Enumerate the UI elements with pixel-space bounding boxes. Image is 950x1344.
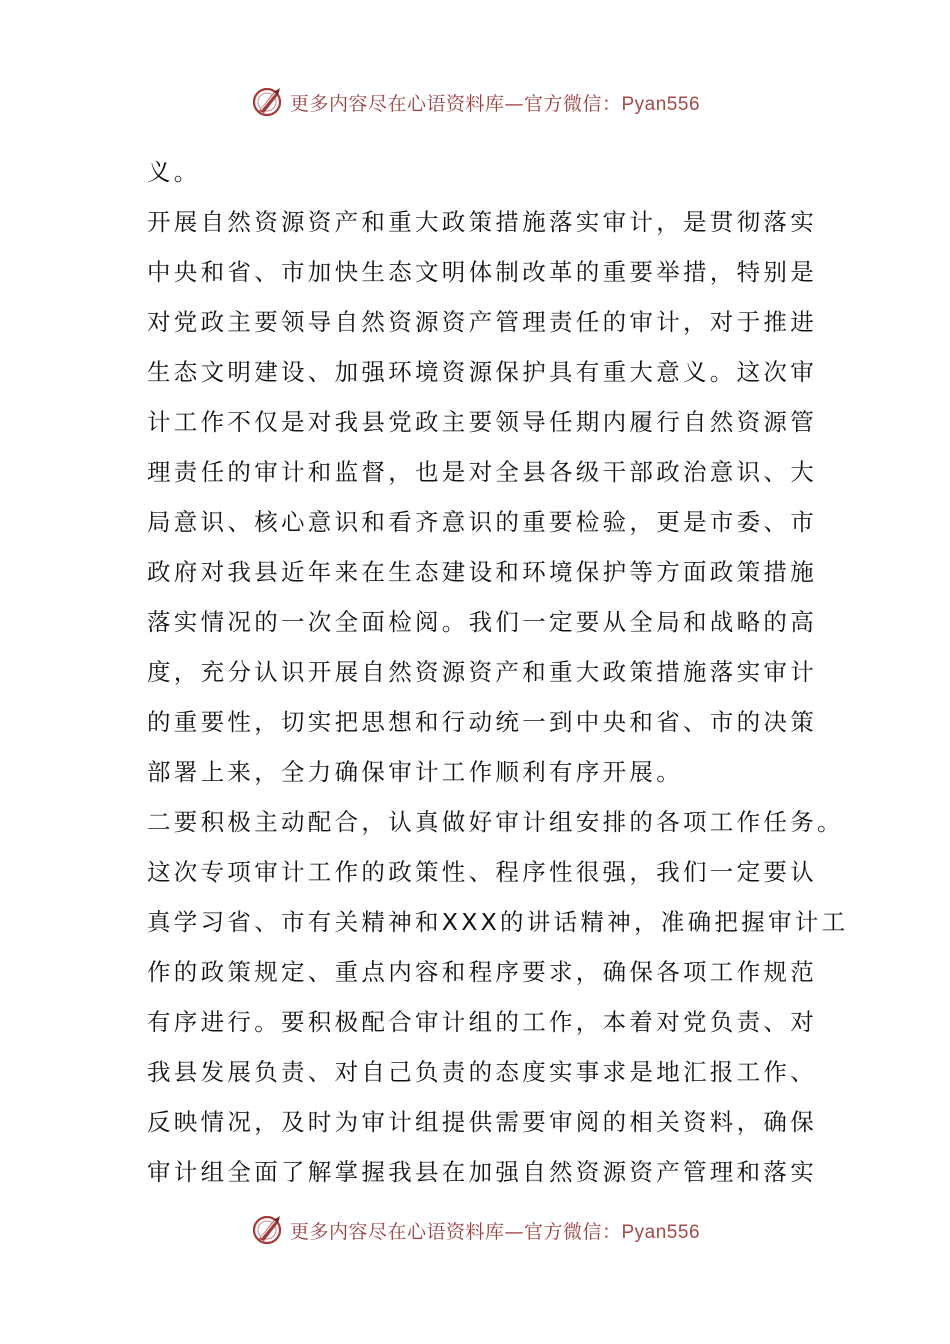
footer-watermark-text: 更多内容尽在心语资料库—官方微信：Pyan556: [289, 1220, 701, 1243]
text-line: 义。: [147, 158, 201, 186]
header-watermark-text: 更多内容尽在心语资料库—官方微信：Pyan556: [289, 92, 701, 115]
text-line: 二要积极主动配合，认真做好审计组安排的各项工作任务。: [147, 808, 844, 836]
text-line: 的重要性，切实把思想和行动统一到中央和省、市的决策: [147, 708, 817, 736]
header-wechat-id: Pyan556: [621, 93, 701, 115]
text-line: 这次专项审计工作的政策性、程序性很强，我们一定要认: [147, 858, 817, 886]
text-line: 我县发展负责、对自己负责的态度实事求是地汇报工作、: [147, 1058, 817, 1086]
pen-nib-logo-icon: [250, 1212, 286, 1248]
text-line: 对党政主要领导自然资源资产管理责任的审计，对于推进: [147, 308, 817, 336]
footer-watermark-banner: [0, 1208, 950, 1252]
text-line: 部署上来，全力确保审计工作顺利有序开展。: [147, 758, 683, 786]
text-line: 生态文明建设、加强环境资源保护具有重大意义。这次审: [147, 358, 817, 386]
text-line: 落实情况的一次全面检阅。我们一定要从全局和战略的高: [147, 608, 817, 636]
text-line: 有序进行。要积极配合审计组的工作，本着对党负责、对: [147, 1008, 817, 1036]
text-line: 理责任的审计和监督，也是对全县各级干部政治意识、大: [147, 458, 817, 486]
footer-wechat-id: Pyan556: [621, 1221, 701, 1243]
text-line: 真学习省、市有关精神和XXX的讲话精神，准确把握审计工: [147, 908, 849, 936]
text-line: 反映情况，及时为审计组提供需要审阅的相关资料，确保: [147, 1108, 817, 1136]
text-line: 政府对我县近年来在生态建设和环境保护等方面政策措施: [147, 558, 817, 586]
pen-nib-logo-icon: [250, 84, 286, 120]
text-line: 开展自然资源资产和重大政策措施落实审计，是贯彻落实: [147, 208, 817, 236]
document-body: [147, 147, 849, 1197]
text-line: 计工作不仅是对我县党政主要领导任期内履行自然资源管: [147, 408, 817, 436]
text-line: 作的政策规定、重点内容和程序要求，确保各项工作规范: [147, 958, 817, 986]
text-line: 局意识、核心意识和看齐意识的重要检验，更是市委、市: [147, 508, 817, 536]
text-line: 审计组全面了解掌握我县在加强自然资源资产管理和落实: [147, 1158, 817, 1186]
text-line: 度，充分认识开展自然资源资产和重大政策措施落实审计: [147, 658, 817, 686]
header-watermark-banner: [0, 80, 950, 124]
text-line: 中央和省、市加快生态文明体制改革的重要举措，特别是: [147, 258, 817, 286]
